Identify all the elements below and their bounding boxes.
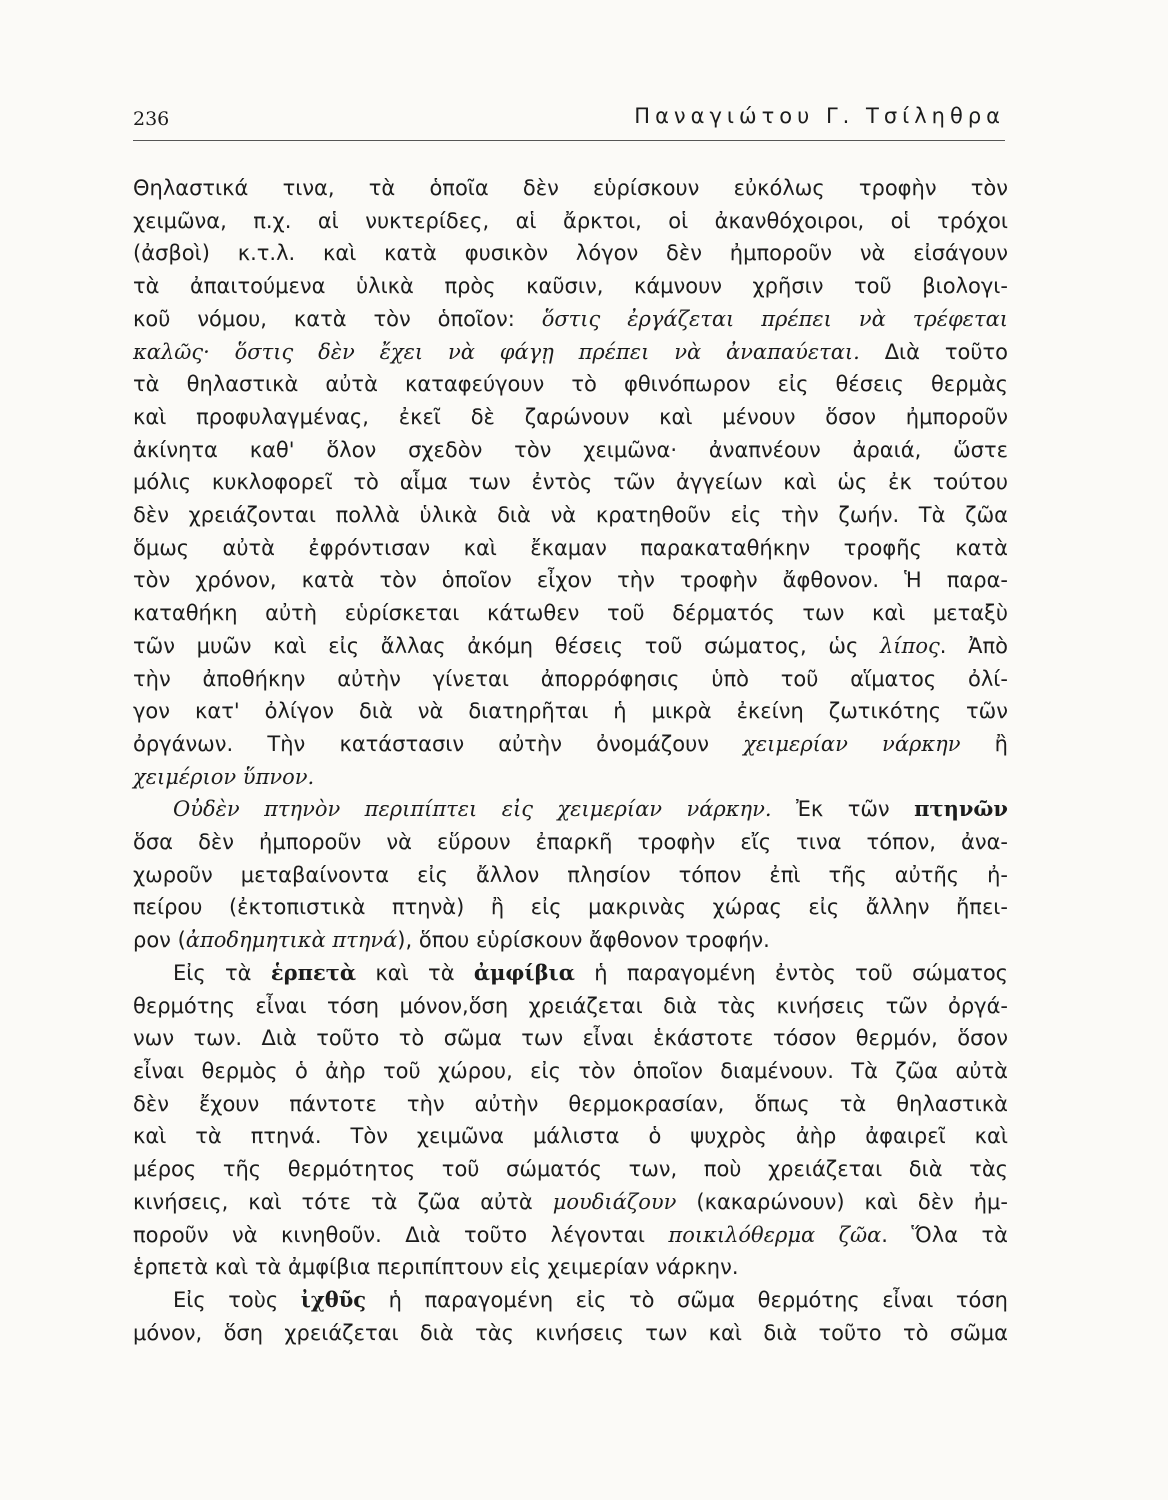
italic-text: χειμερίαν νάρκην [743, 731, 961, 756]
italic-text: ἀποδημητικὰ πτηνά [185, 928, 398, 953]
paragraph [133, 1284, 1008, 1349]
text-line: ἀκίνητα καθ' ὅλον σχεδὸν τὸν χειμῶνα· ἀναπνέουν ἀραιά, ὥστε [133, 437, 1008, 462]
text-line: εἶναι θερμὸς ὁ ἀὴρ τοῦ χώρου, εἰς τὸν ὁποῖον διαμένουν. Τὰ ζῶα αὐτὰ [133, 1058, 1008, 1083]
bold-text: ἑρπετὰ [270, 959, 357, 985]
text-line: μόνον, ὅση χρειάζεται διὰ τὰς κινήσεις των καὶ διὰ τοῦτο τὸ σῶμα [133, 1320, 1008, 1345]
italic-text: μουδιάζουν [552, 1189, 677, 1214]
header-rule [133, 140, 1005, 141]
text-line: καταθήκη αὐτὴ εὑρίσκεται κάτωθεν τοῦ δέρματός των καὶ μεταξὺ [133, 601, 1008, 626]
bold-text: ἀμφίβια [473, 959, 575, 985]
italic-text: χειμέριον ὕπνον. [133, 764, 315, 789]
text-line: ὀργάνων. Τὴν κατάστασιν αὐτὴν ὀνομάζουν χειμερίαν νάρκην ἢ [133, 731, 1008, 756]
text-line: τὴν ἀποθήκην αὐτὴν γίνεται ἀπορρόφησις ὑπὸ τοῦ αἵματος ὀλί- [133, 666, 1008, 691]
text-line [133, 761, 1008, 794]
body-text [133, 172, 1008, 1349]
text-line: Οὐδὲν πτηνὸν περιπίπτει εἰς χειμερίαν νάρκην. Ἐκ τῶν πτηνῶν [173, 796, 1008, 822]
text-line: χειμῶνα, π.χ. αἱ νυκτερίδες, αἱ ἄρκτοι, οἱ ἀκανθόχοιροι, οἱ τρόχοι [133, 208, 1008, 233]
text-line: δὲν χρειάζονται πολλὰ ὑλικὰ διὰ νὰ κρατηθοῦν εἰς τὴν ζωήν. Τὰ ζῶα [133, 503, 1008, 528]
text-line: κοῦ νόμου, κατὰ τὸν ὁποῖον: ὅστις ἐργάζεται πρέπει νὰ τρέφεται [133, 306, 1008, 331]
italic-text: ποικιλόθερμα ζῶα [668, 1222, 882, 1247]
text-line: τὰ ἀπαιτούμενα ὑλικὰ πρὸς καῦσιν, κάμνουν χρῆσιν τοῦ βιολογι- [133, 274, 1008, 299]
text-line: Εἰς τὰ ἑρπετὰ καὶ τὰ ἀμφίβια ἡ παραγομένη ἐντὸς τοῦ σώματος [173, 959, 1009, 985]
text-line: γον κατ' ὀλίγον διὰ νὰ διατηρῆται ἡ μικρὰ ἐκείνη ζωτικότης τῶν [133, 699, 1008, 724]
text-line: κινήσεις, καὶ τότε τὰ ζῶα αὐτὰ μουδιάζουν (κακαρώνουν) καὶ δὲν ἠμ- [133, 1189, 1009, 1214]
text-line: πείρου (ἐκτοπιστικὰ πτηνὰ) ἢ εἰς μακρινὰς χώρας εἰς ἄλλην ἤπει- [133, 895, 1008, 920]
text-line: Εἰς τοὺς ἰχθῦς ἡ παραγομένη εἰς τὸ σῶμα θερμότης εἶναι τόση [173, 1286, 1008, 1312]
text-line: ἑρπετὰ καὶ τὰ ἀμφίβια περιπίπτουν εἰς χειμερίαν νάρκην. [133, 1255, 739, 1280]
running-head: Παναγιώτου Γ. Τσίληθρα [634, 104, 1005, 128]
text-line: τὸν χρόνον, κατὰ τὸν ὁποῖον εἶχον τὴν τροφὴν ἄφθονον. Ἡ παρα- [133, 568, 1008, 593]
text-line: τὰ θηλαστικὰ αὐτὰ καταφεύγουν τὸ φθινόπωρον εἰς θέσεις θερμὰς [133, 372, 1008, 397]
paragraph [133, 172, 1008, 793]
text-line: μέρος τῆς θερμότητος τοῦ σώματός των, ποὺ χρειάζεται διὰ τὰς [133, 1157, 1008, 1182]
text-line: μόλις κυκλοφορεῖ τὸ αἷμα των ἐντὸς τῶν ἀγγείων καὶ ὡς ἐκ τούτου [133, 470, 1008, 495]
text-line: τῶν μυῶν καὶ εἰς ἄλλας ἀκόμη θέσεις τοῦ σώματος, ὡς λίπος. Ἀπὸ [133, 633, 1008, 658]
italic-text: καλῶς· ὅστις δὲν ἔχει νὰ φάγῃ πρέπει νὰ ἀναπαύεται. [133, 339, 860, 364]
paragraph [133, 957, 1008, 1284]
page-number: 236 [133, 108, 170, 130]
text-line: (ἀσβοὶ) κ.τ.λ. καὶ κατὰ φυσικὸν λόγον δὲν ἠμποροῦν νὰ εἰσάγουν [133, 241, 1008, 266]
paragraph [133, 793, 1008, 957]
text-line: ὅμως αὐτὰ ἐφρόντισαν καὶ ἔκαμαν παρακαταθήκην τροφῆς κατὰ [133, 535, 1008, 560]
text-line: δὲν ἔχουν πάντοτε τὴν αὐτὴν θερμοκρασίαν, ὅπως τὰ θηλαστικὰ [133, 1091, 1008, 1116]
bold-text: ἰχθῦς [300, 1286, 367, 1312]
italic-text: λίπος [880, 633, 940, 658]
italic-text: Οὐδὲν πτηνὸν περιπίπτει εἰς χειμερίαν νάρκην. [173, 797, 772, 822]
text-line: καλῶς· ὅστις δὲν ἔχει νὰ φάγῃ πρέπει νὰ ἀναπαύεται. Διὰ τοῦτο [133, 339, 1008, 364]
text-line: καὶ τὰ πτηνά. Τὸν χειμῶνα μάλιστα ὁ ψυχρὸς ἀὴρ ἀφαιρεῖ καὶ [133, 1124, 1008, 1149]
text-line: ὅσα δὲν ἠμποροῦν νὰ εὕρουν ἐπαρκῆ τροφὴν εἴς τινα τόπον, ἀνα- [133, 830, 1008, 855]
text-line: θερμότης εἶναι τόση μόνον,ὅση χρειάζεται διὰ τὰς κινήσεις τῶν ὀργά- [133, 993, 1008, 1018]
text-line: νων των. Διὰ τοῦτο τὸ σῶμα των εἶναι ἑκάστοτε τόσον θερμόν, ὅσον [133, 1026, 1008, 1051]
text-line: καὶ προφυλαγμένας, ἐκεῖ δὲ ζαρώνουν καὶ μένουν ὅσον ἠμποροῦν [133, 404, 1008, 429]
text-line: χωροῦν μεταβαίνοντα εἰς ἄλλον πλησίον τόπον ἐπὶ τῆς αὐτῆς ἠ- [133, 862, 1008, 887]
page-header [133, 100, 1005, 136]
bold-text: πτηνῶν [914, 796, 1008, 822]
text-line: ρον (ἀποδημητικὰ πτηνά), ὅπου εὑρίσκουν ἄφθονον τροφήν. [133, 928, 770, 953]
text-line: Θηλαστικά τινα, τὰ ὁποῖα δὲν εὑρίσκουν εὐκόλως τροφὴν τὸν [133, 176, 1008, 200]
italic-text: ὅστις ἐργάζεται πρέπει νὰ τρέφεται [541, 306, 1008, 331]
text-line: ποροῦν νὰ κινηθοῦν. Διὰ τοῦτο λέγονται ποικιλόθερμα ζῶα. Ὅλα τὰ [133, 1222, 1008, 1247]
